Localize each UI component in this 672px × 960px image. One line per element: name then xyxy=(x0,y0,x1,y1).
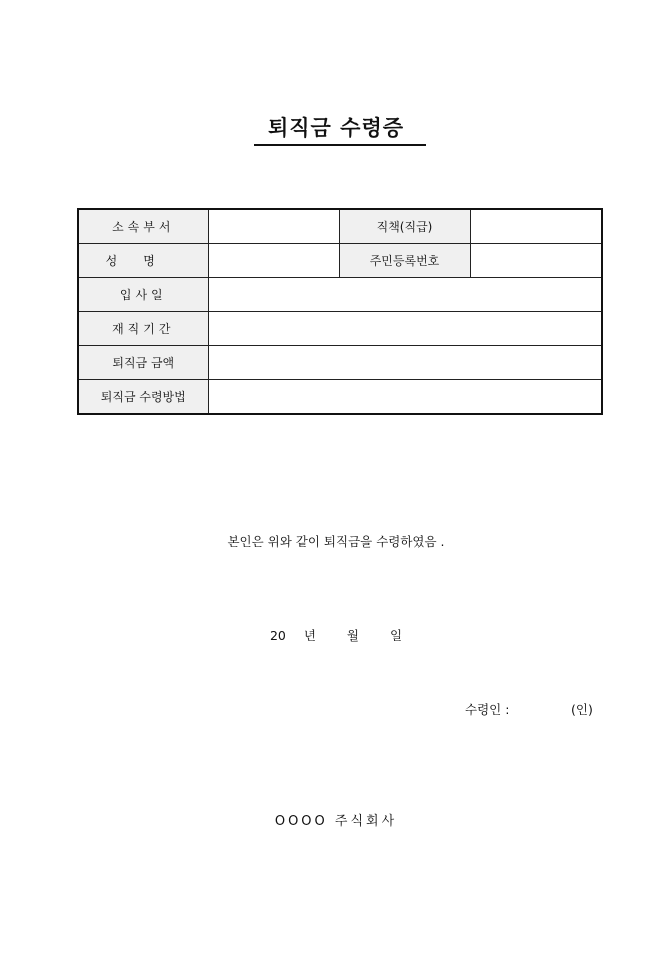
severance-amount-label: 퇴직금 금액 xyxy=(78,346,208,380)
table-row xyxy=(78,244,602,278)
date-year-unit: 년 xyxy=(303,628,316,643)
severance-amount-field[interactable] xyxy=(208,346,602,380)
name-label: 성명 xyxy=(78,244,208,278)
table-row xyxy=(78,380,602,415)
payment-method-label: 퇴직금 수령방법 xyxy=(78,380,208,415)
name-field[interactable] xyxy=(208,244,339,278)
date-line xyxy=(0,626,672,644)
department-field[interactable] xyxy=(208,209,339,244)
info-table xyxy=(77,208,603,415)
table-row xyxy=(78,312,602,346)
table-row xyxy=(78,346,602,380)
confirmation-statement: 본인은 위와 같이 퇴직금을 수령하였음 . xyxy=(227,534,445,549)
hire-date-field[interactable] xyxy=(208,278,602,312)
date-month-unit: 월 xyxy=(346,628,359,643)
date-year: 20 xyxy=(269,628,286,643)
table-row xyxy=(78,278,602,312)
resident-number-field[interactable] xyxy=(470,244,602,278)
table-row xyxy=(78,209,602,244)
title-underline xyxy=(254,144,426,146)
department-label: 소속부서 xyxy=(78,209,208,244)
position-label: 직책(직급) xyxy=(339,209,470,244)
employment-period-label: 재직기간 xyxy=(78,312,208,346)
document-title: 퇴직금 수령증 xyxy=(267,116,405,140)
position-field[interactable] xyxy=(470,209,602,244)
seal-mark: (인) xyxy=(571,702,593,717)
hire-date-label: 입사일 xyxy=(78,278,208,312)
recipient-line xyxy=(465,700,605,718)
recipient-label: 수령인 : xyxy=(465,702,510,717)
payment-method-field[interactable] xyxy=(208,380,602,415)
employment-period-field[interactable] xyxy=(208,312,602,346)
resident-number-label: 주민등록번호 xyxy=(339,244,470,278)
company-name: OOOO 주식회사 xyxy=(274,814,398,829)
date-day-unit: 일 xyxy=(389,628,403,643)
